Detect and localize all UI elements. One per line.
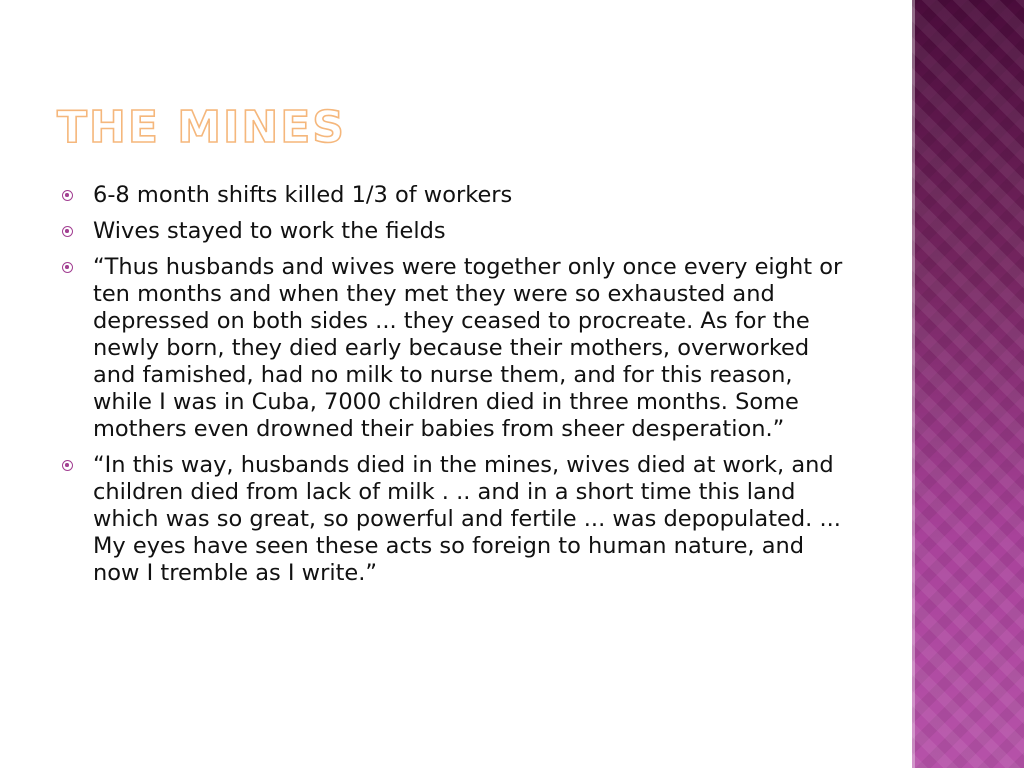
bullet-item (62, 452, 852, 587)
bullet-circle-icon (62, 190, 73, 201)
bullet-item (62, 182, 852, 209)
bullet-text: Wives stayed to work the fields (93, 218, 446, 244)
bullet-list (62, 182, 852, 596)
bullet-circle-icon (62, 226, 73, 237)
bullet-item (62, 254, 852, 443)
decorative-side-band (912, 0, 1024, 768)
bullet-text: 6-8 month shifts killed 1/3 of workers (93, 182, 513, 208)
bullet-text: “In this way, husbands died in the mines, wives died at work, and children died from lack of milk . .. and in a short time this land which was so great, so powerful and fertile ... was depopulated. ... My eyes have seen these acts so foreign to human nature, and now I tremble as I write.” (93, 452, 841, 586)
bullet-circle-icon (62, 262, 73, 273)
bullet-circle-icon (62, 460, 73, 471)
bullet-text: “Thus husbands and wives were together only once every eight or ten months and when they met they were so exhausted and depressed on both sides ... they ceased to procreate. As for the newly born, they died early because their mothers, overworked and famished, had no milk to nurse them, and for this reason, while I was in Cuba, 7000 children died in three months. Some mothers even drowned their babies from sheer desperation.” (93, 254, 843, 442)
slide-title: THE MINES (57, 102, 346, 153)
bullet-item (62, 218, 852, 245)
